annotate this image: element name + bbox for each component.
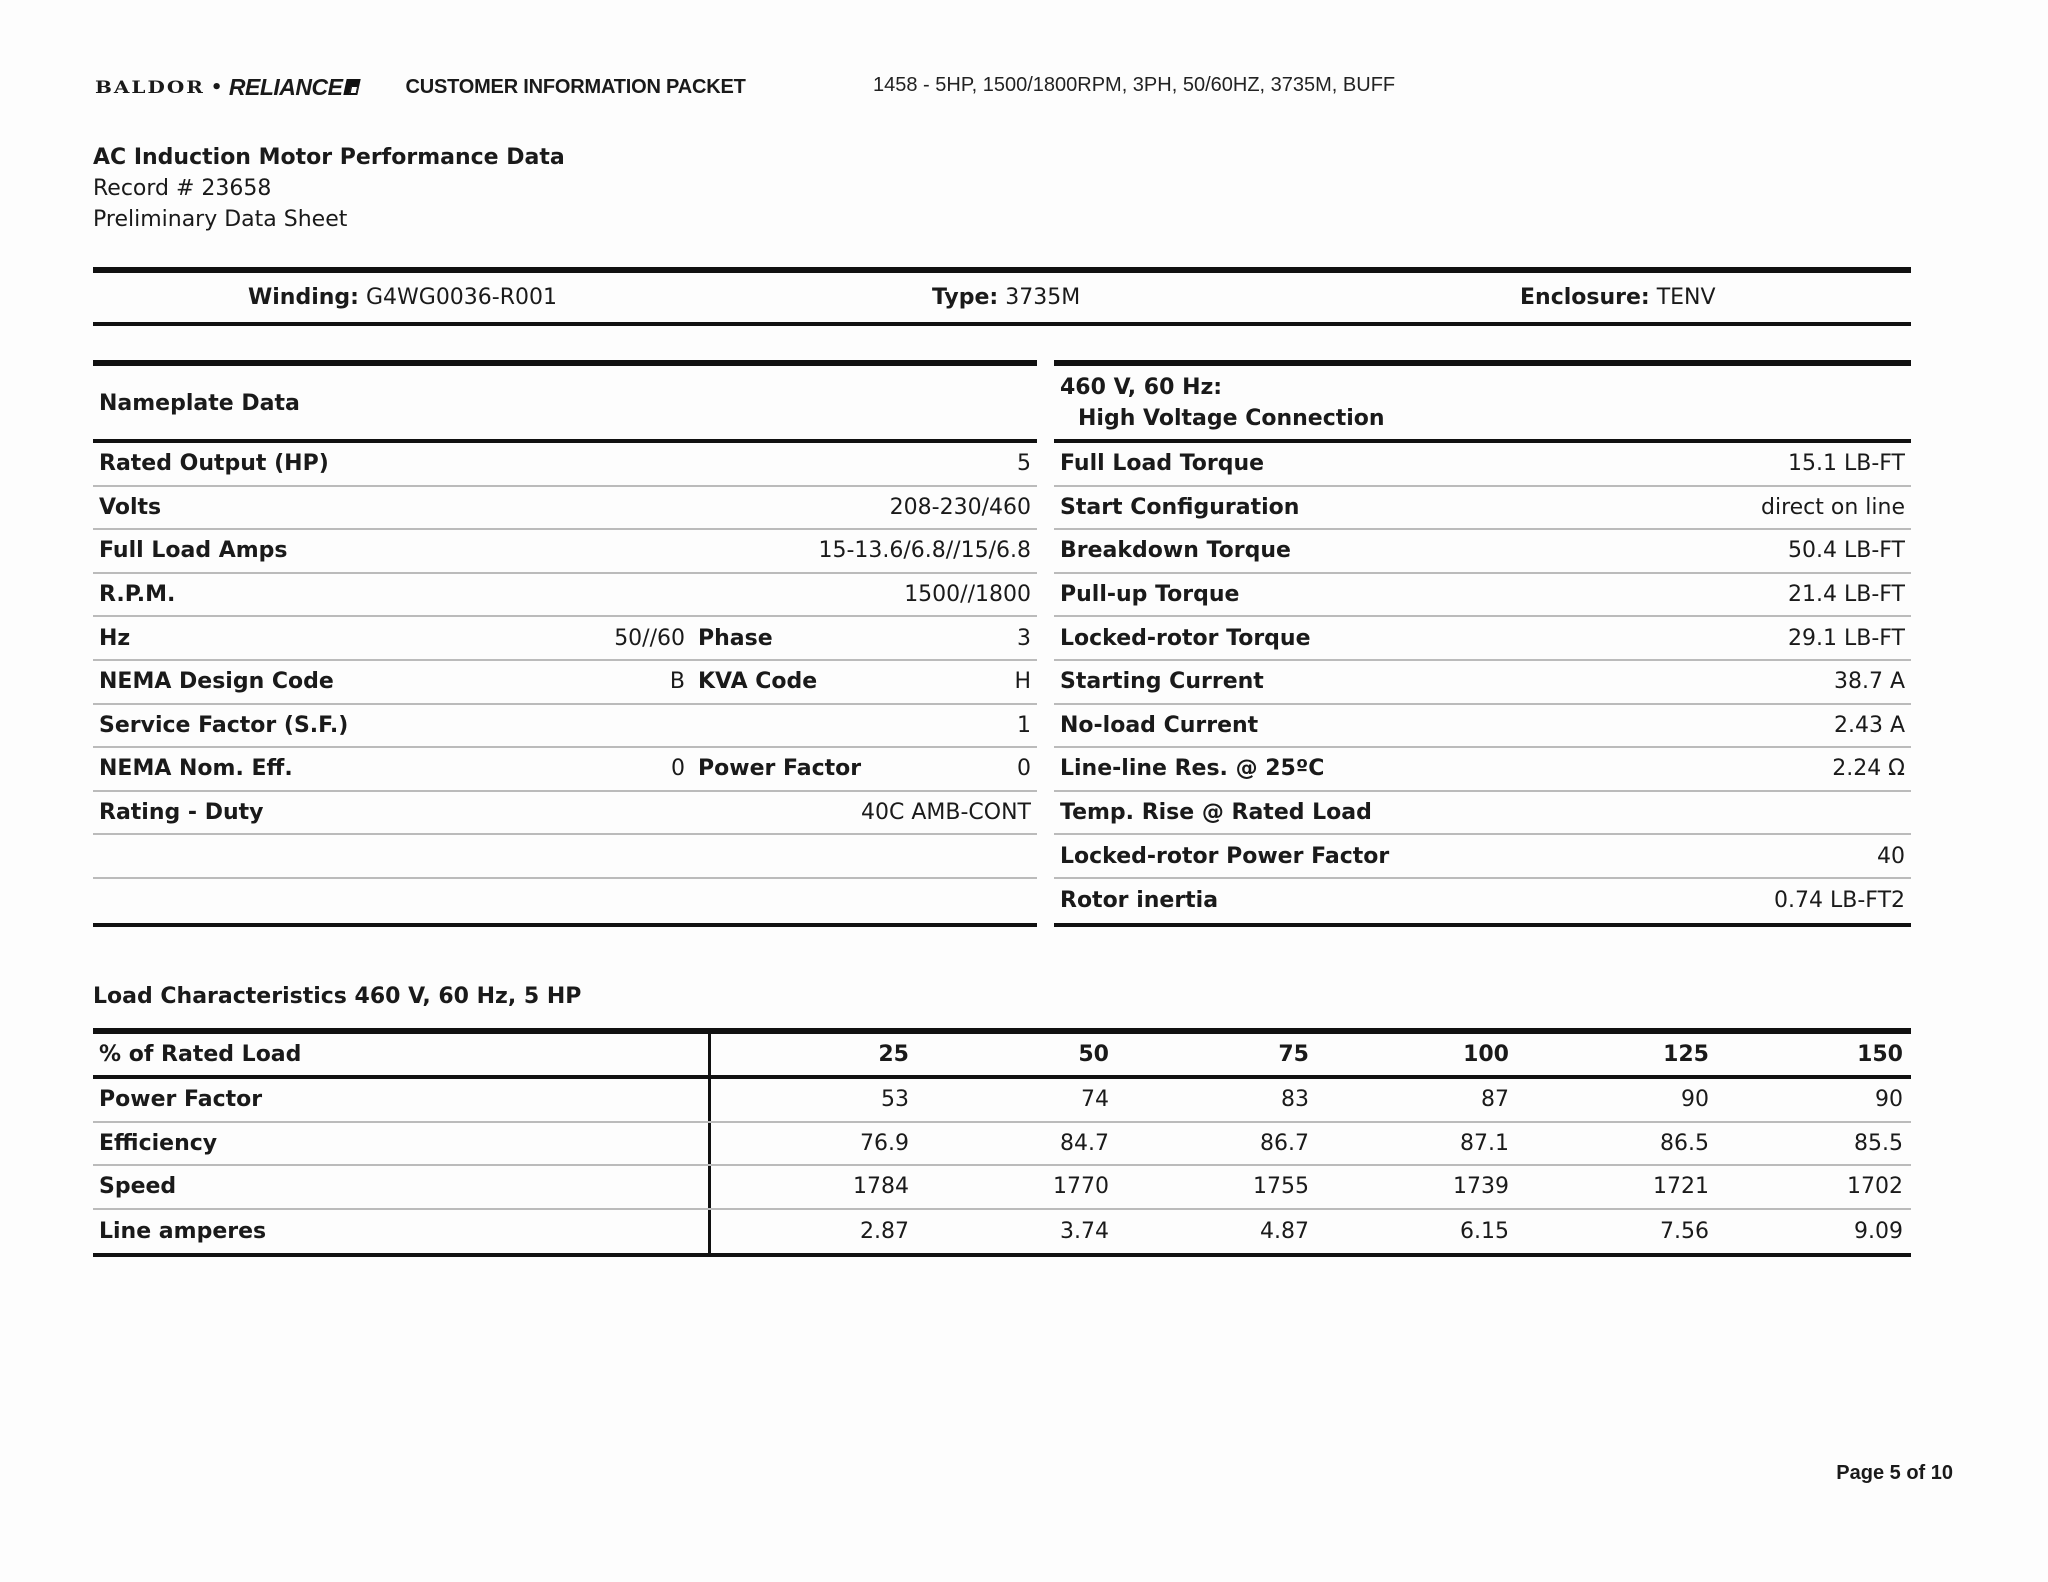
table-row: [1054, 530, 1911, 574]
document-title-block: [93, 142, 565, 235]
cell: 4.87: [1260, 1219, 1309, 1245]
table-row: [93, 574, 1037, 618]
cell: 76.9: [860, 1130, 909, 1156]
winding-label: Winding:: [248, 285, 359, 310]
row-value: 1500//1800: [904, 582, 1031, 608]
record-number: Record # 23658: [93, 176, 272, 201]
row-value: 50.4 LB-FT: [1788, 538, 1905, 564]
row-label: No-load Current: [1060, 712, 1259, 738]
row-label: R.P.M.: [99, 582, 176, 608]
row-value: 1: [1017, 712, 1031, 738]
table-row: [93, 1210, 1911, 1254]
table-row: [1054, 487, 1911, 531]
nameplate-header: [93, 366, 1037, 443]
table-row: [1054, 705, 1911, 749]
table-row: [1054, 443, 1911, 487]
type-field: [932, 285, 1080, 310]
winding-field: [248, 285, 557, 310]
table-row: [93, 1166, 1911, 1210]
row-value: 2.43 A: [1833, 712, 1905, 738]
logo-separator: •: [210, 76, 223, 98]
cell: 6.15: [1460, 1219, 1509, 1245]
winding-value: G4WG0036-R001: [365, 285, 558, 310]
row-mid-label: Power Factor: [698, 756, 862, 782]
table-row: [93, 792, 1037, 836]
performance-table: [1054, 360, 1911, 927]
page-number: Page 5 of 10: [1836, 1462, 1953, 1484]
row-label: Full Load Amps: [99, 538, 288, 564]
baldor-reliance-logo: [95, 74, 359, 101]
table-row: [93, 705, 1037, 749]
logo-mark-icon: [344, 79, 361, 95]
row-value: 29.1 LB-FT: [1788, 625, 1905, 651]
cell: 1755: [1253, 1174, 1309, 1200]
row-label: Rated Output (HP): [99, 451, 329, 477]
row-label: Speed: [93, 1166, 711, 1208]
row-value: 40C AMB-CONT: [861, 800, 1031, 826]
row-label: Pull-up Torque: [1060, 582, 1240, 608]
row-value: 5: [1017, 451, 1031, 477]
row-value: 3: [1017, 625, 1031, 651]
load-characteristics-table: [93, 1028, 1911, 1257]
cell: 1739: [1453, 1174, 1509, 1200]
load-header-row: [93, 1034, 1911, 1079]
row-value: 40: [1877, 843, 1905, 869]
row-label: Starting Current: [1060, 669, 1264, 695]
cell: 86.7: [1260, 1130, 1309, 1156]
table-row: [93, 487, 1037, 531]
row-value: 38.7 A: [1833, 669, 1905, 695]
cell: 84.7: [1060, 1130, 1109, 1156]
load-col-header: 100: [1463, 1042, 1509, 1067]
enclosure-field: [1520, 285, 1716, 310]
document-title: AC Induction Motor Performance Data: [93, 145, 565, 170]
row-value: 0: [1017, 756, 1031, 782]
row-label: Locked-rotor Torque: [1060, 625, 1311, 651]
load-col-header: 150: [1857, 1042, 1903, 1067]
row-value: 15-13.6/6.8//15/6.8: [818, 538, 1031, 564]
row-mid-label: KVA Code: [698, 669, 818, 695]
row-label: Locked-rotor Power Factor: [1060, 843, 1390, 869]
cell: 53: [881, 1087, 909, 1113]
type-label: Type:: [932, 285, 999, 310]
table-row: [1054, 661, 1911, 705]
row-label: NEMA Design Code: [99, 669, 334, 695]
row-mid-value: B: [669, 669, 685, 695]
load-col-header: 75: [1278, 1042, 1309, 1067]
cell: 86.5: [1660, 1130, 1709, 1156]
table-row: [1054, 617, 1911, 661]
row-label: Hz: [99, 625, 131, 651]
row-label: Power Factor: [93, 1079, 711, 1121]
row-label: Temp. Rise @ Rated Load: [1060, 800, 1372, 826]
load-col-header: 25: [878, 1042, 909, 1067]
load-col-header: 125: [1663, 1042, 1709, 1067]
table-row: [1054, 879, 1911, 923]
row-label: NEMA Nom. Eff.: [99, 756, 293, 782]
cell: 87: [1481, 1087, 1509, 1113]
cell: 9.09: [1854, 1219, 1903, 1245]
row-value: 2.24 Ω: [1832, 756, 1905, 782]
table-row: [1054, 792, 1911, 836]
cell: 74: [1081, 1087, 1109, 1113]
cell: 7.56: [1660, 1219, 1709, 1245]
cell: 90: [1681, 1087, 1709, 1113]
table-row: [93, 617, 1037, 661]
table-row-empty: [93, 879, 1037, 923]
table-row: [93, 661, 1037, 705]
table-row: [1054, 748, 1911, 792]
page-header: [95, 72, 746, 102]
cell: 1770: [1053, 1174, 1109, 1200]
cell: 87.1: [1460, 1130, 1509, 1156]
cell: 1702: [1847, 1174, 1903, 1200]
packet-label: CUSTOMER INFORMATION PACKET: [405, 75, 746, 98]
row-label: Breakdown Torque: [1060, 538, 1291, 564]
table-row: [1054, 574, 1911, 618]
nameplate-title: Nameplate Data: [99, 391, 300, 416]
cell: 1721: [1653, 1174, 1709, 1200]
table-row-empty: [93, 835, 1037, 879]
row-label: Service Factor (S.F.): [99, 712, 349, 738]
table-row: [93, 748, 1037, 792]
row-value: direct on line: [1761, 494, 1905, 520]
load-header-label: % of Rated Load: [93, 1034, 711, 1075]
row-label: Full Load Torque: [1060, 451, 1265, 477]
performance-title-line1: 460 V, 60 Hz:: [1060, 375, 1223, 400]
logo-reliance-text: RELIANCE: [228, 73, 343, 100]
table-row: [93, 443, 1037, 487]
row-mid-label: Phase: [698, 625, 773, 651]
row-value: 0.74 LB-FT2: [1774, 888, 1905, 914]
row-label: Efficiency: [93, 1123, 711, 1165]
cell: 1784: [853, 1174, 909, 1200]
row-value: 15.1 LB-FT: [1788, 451, 1905, 477]
cell: 90: [1875, 1087, 1903, 1113]
row-value: 208-230/460: [889, 494, 1031, 520]
table-row: [1054, 835, 1911, 879]
row-value: 21.4 LB-FT: [1788, 582, 1905, 608]
performance-header: [1054, 366, 1911, 443]
row-label: Volts: [99, 494, 162, 520]
product-subtitle: 1458 - 5HP, 1500/1800RPM, 3PH, 50/60HZ, 3735M, BUFF: [873, 74, 1396, 96]
row-mid-value: 50//60: [614, 625, 685, 651]
row-label: Rating - Duty: [99, 800, 264, 826]
sheet-status: Preliminary Data Sheet: [93, 207, 348, 232]
enclosure-label: Enclosure:: [1520, 285, 1650, 310]
row-label: Start Configuration: [1060, 494, 1300, 520]
nameplate-table: [93, 360, 1037, 927]
load-characteristics-title: Load Characteristics 460 V, 60 Hz, 5 HP: [93, 984, 582, 1009]
row-mid-value: 0: [671, 756, 685, 782]
table-row: [93, 530, 1037, 574]
table-row: [93, 1079, 1911, 1123]
winding-type-enclosure-band: [93, 267, 1911, 326]
type-value: 3735M: [1005, 285, 1081, 310]
cell: 2.87: [860, 1219, 909, 1245]
load-col-header: 50: [1078, 1042, 1109, 1067]
enclosure-value: TENV: [1656, 285, 1716, 310]
row-label: Line-line Res. @ 25ºC: [1060, 756, 1325, 782]
cell: 83: [1281, 1087, 1309, 1113]
logo-baldor-text: BALDOR: [95, 76, 205, 98]
row-label: Rotor inertia: [1060, 888, 1219, 914]
cell: 3.74: [1060, 1219, 1109, 1245]
row-label: Line amperes: [93, 1210, 711, 1254]
table-row: [93, 1123, 1911, 1167]
performance-title-line2: High Voltage Connection: [1078, 406, 1385, 431]
row-value: H: [1014, 669, 1031, 695]
cell: 85.5: [1854, 1130, 1903, 1156]
